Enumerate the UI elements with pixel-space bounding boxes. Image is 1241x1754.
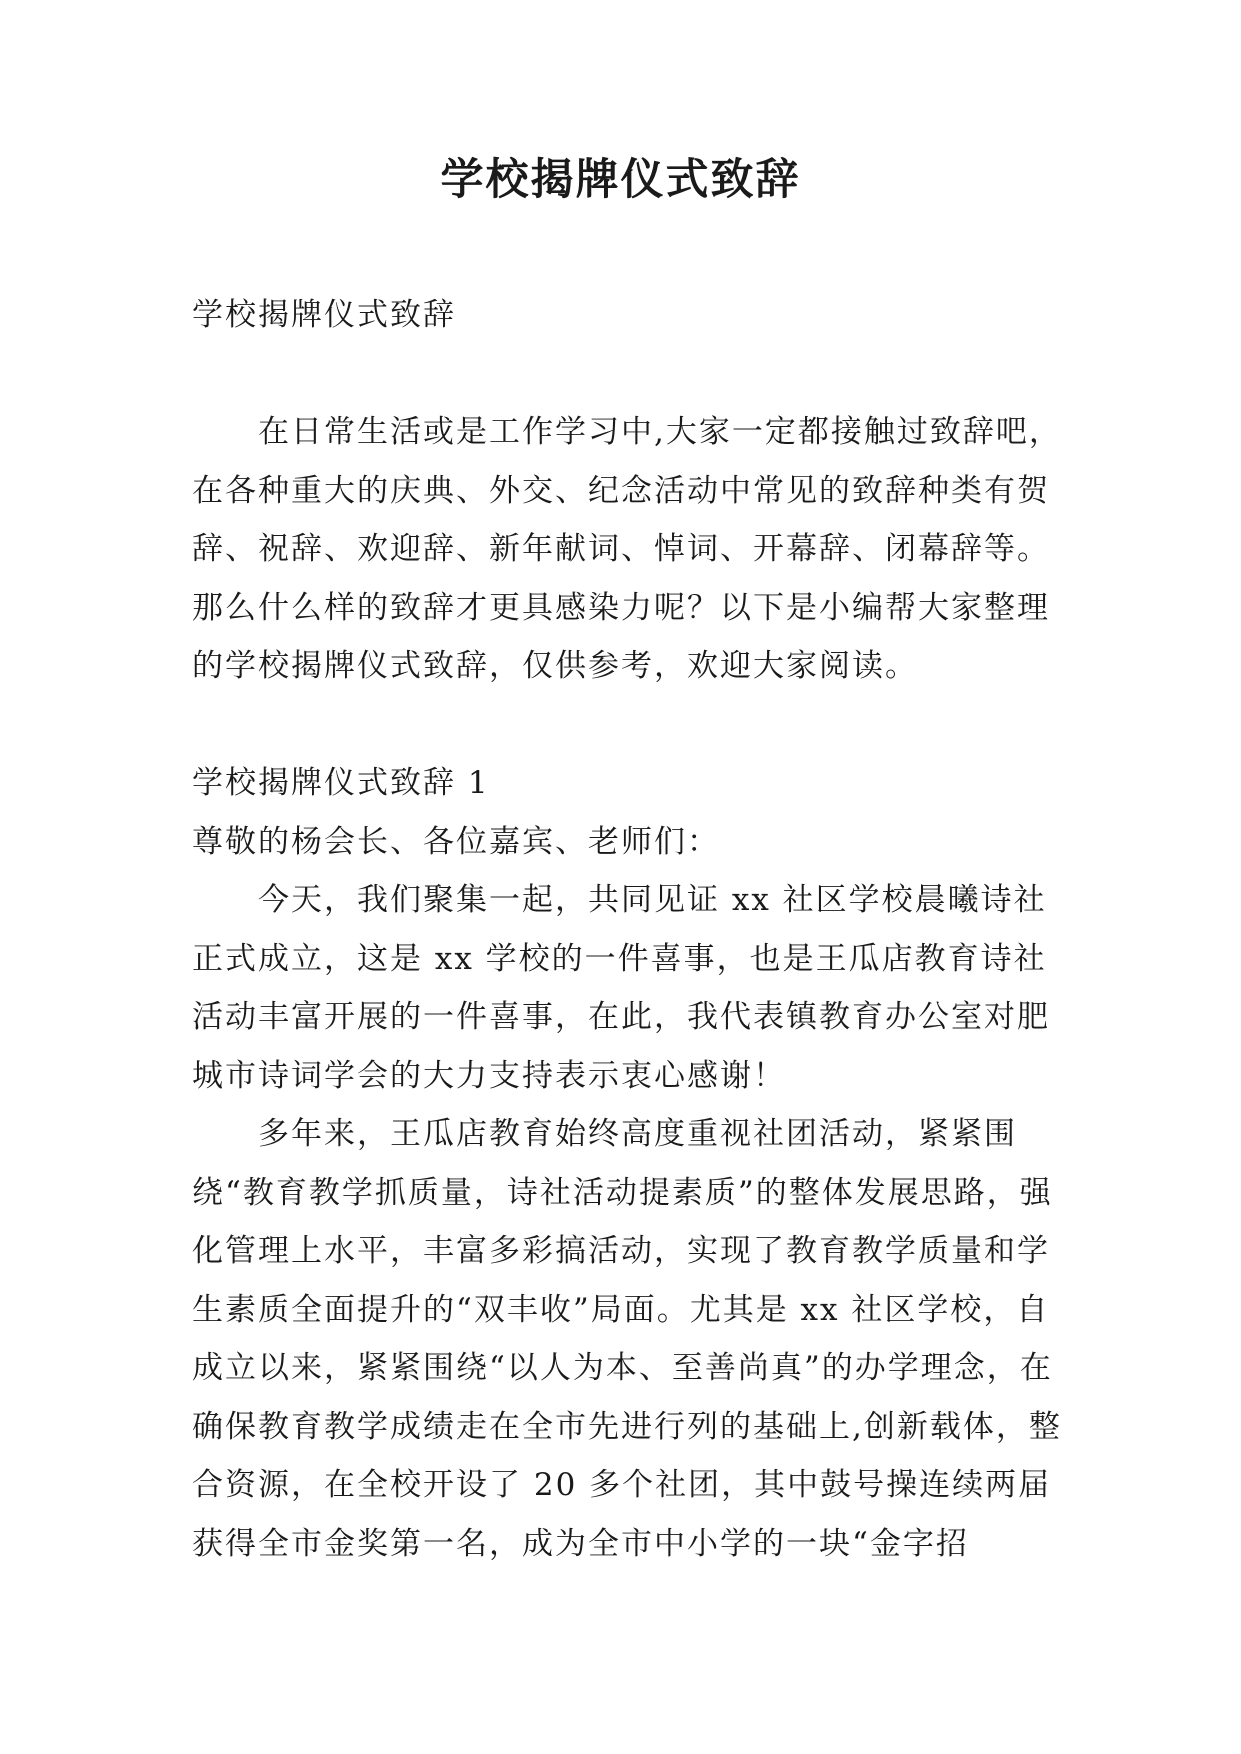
spacer: [192, 345, 1072, 404]
intro-paragraph: 在日常生活或是工作学习中,大家一定都接触过致辞吧，在各种重大的庆典、外交、纪念活动中常见的致辞种类有贺辞、祝辞、欢迎辞、新年献词、悼词、开幕辞、闭幕辞等。那么什么样的致辞才更具感染力呢？以下是小编帮大家整理的学校揭牌仪式致辞，仅供参考，欢迎大家阅读。: [192, 414, 1062, 684]
body-paragraph: 今天，我们聚集一起，共同见证 xx 社区学校晨曦诗社正式成立，这是 xx 学校的一件喜事，也是王瓜店教育诗社活动丰富开展的一件喜事，在此，我代表镇教育办公室对肥城市诗词学会的大力支持表示衷心感谢！: [192, 882, 1050, 1094]
document-body: [192, 286, 1072, 1573]
document-title: 学校揭牌仪式致辞: [440, 155, 801, 205]
document-subtitle: 学校揭牌仪式致辞: [192, 297, 456, 333]
body-paragraph: 多年来，王瓜店教育始终高度重视社团活动，紧紧围绕“教育教学抓质量，诗社活动提素质”的整体发展思路，强化管理上水平，丰富多彩搞活动，实现了教育教学质量和学生素质全面提升的“双丰收”局面。尤其是 xx 社区学校，自成立以来，紧紧围绕“以人为本、至善尚真”的办学理念，在确保教育教学成绩走在全市先进行列的基础上,创新载体，整合资源，在全校开设了 20 多个社团，其中鼓号操连续两届获得全市金奖第一名，成为全市中小学的一块“金字招: [192, 1116, 1062, 1562]
spacer: [192, 696, 1072, 755]
salutation: 尊敬的杨会长、各位嘉宾、老师们：: [192, 823, 720, 860]
section-heading: 学校揭牌仪式致辞 1: [192, 765, 490, 801]
